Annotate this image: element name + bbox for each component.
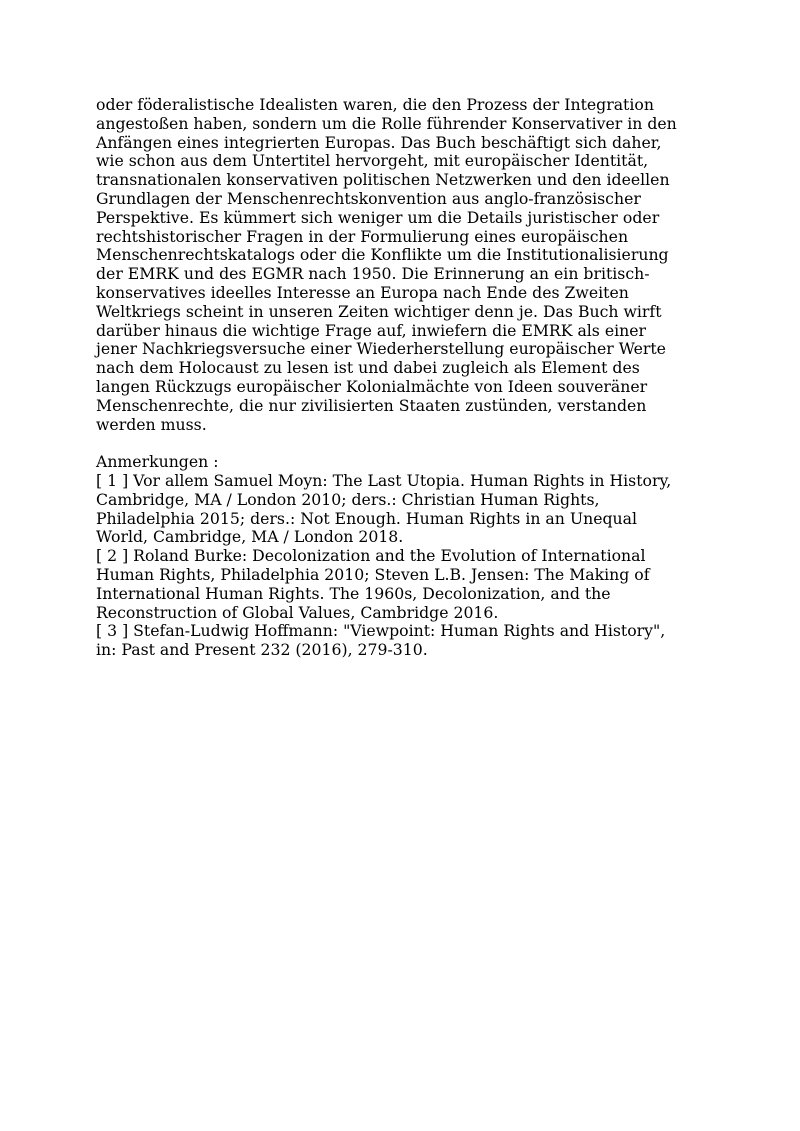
body-line: Weltkriegs scheint in unseren Zeiten wichtiger denn je. Das Buch wirft (96, 301, 662, 321)
body-line: oder föderalistische Idealisten waren, die den Prozess der Integration (96, 95, 654, 114)
body-line: Grundlagen der Menschenrechtskonvention aus anglo-französischer (96, 188, 641, 208)
paragraph-gap (96, 434, 716, 453)
body-line: wie schon aus dem Untertitel hervorgeht, mit europäischer Identität, (96, 151, 649, 171)
body-line: rechtshistorischer Fragen in der Formulierung eines europäischen (96, 226, 629, 246)
body-line: Perspektive. Es kümmert sich weniger um die Details juristischer oder (96, 207, 660, 227)
body-line: Anfängen eines integrierten Europas. Das Buch beschäftigt sich daher, (96, 132, 662, 152)
body-line: darüber hinaus die wichtige Frage auf, inwiefern die EMRK als einer (96, 320, 647, 340)
body-paragraph (96, 96, 716, 434)
body-line: der EMRK und des EGMR nach 1950. Die Erinnerung an ein britisch- (96, 264, 650, 284)
body-line: Menschenrechtskatalogs oder die Konflikte um die Institutionalisierung (96, 245, 669, 265)
body-line: nach dem Holocaust zu lesen ist und dabei zugleich als Element des (96, 358, 640, 378)
body-line: transnationalen konservativen politischen Netzwerken und den ideellen (96, 170, 670, 190)
notes-heading: Anmerkungen : (96, 452, 219, 472)
body-line: jener Nachkriegsversuche einer Wiederherstellung europäischer Werte (96, 339, 666, 359)
footnote-line: World, Cambridge, MA / London 2018. (96, 527, 404, 547)
footnote-line: Philadelphia 2015; ders.: Not Enough. Human Rights in an Unequal (96, 508, 637, 528)
footnote-line: [ 2 ] Roland Burke: Decolonization and the Evolution of International (96, 546, 646, 566)
footnote-line: [ 1 ] Vor allem Samuel Moyn: The Last Utopia. Human Rights in History, (96, 470, 672, 490)
body-line: werden muss. (96, 414, 207, 434)
footnote-line: International Human Rights. The 1960s, Decolonization, and the (96, 583, 611, 603)
footnote-line: [ 3 ] Stefan-Ludwig Hoffmann: "Viewpoint: Human Rights and History", (96, 621, 666, 641)
body-line: angestoßen haben, sondern um die Rolle führender Konservativer in den (96, 113, 677, 133)
body-line: Menschenrechte, die nur zivilisierten Staaten zustünden, verstanden (96, 395, 647, 415)
body-line: konservatives ideelles Interesse an Europa nach Ende des Zweiten (96, 282, 629, 302)
footnote-line: Reconstruction of Global Values, Cambridge 2016. (96, 602, 499, 622)
body-line: langen Rückzugs europäischer Kolonialmächte von Ideen souveräner (96, 376, 648, 396)
document-page (96, 96, 716, 660)
footnote-line: Cambridge, MA / London 2010; ders.: Christian Human Rights, (96, 489, 600, 509)
footnote-line: Human Rights, Philadelphia 2010; Steven L.B. Jensen: The Making of (96, 564, 650, 584)
footnotes-section (96, 453, 716, 660)
footnote-line: in: Past and Present 232 (2016), 279-310. (96, 640, 428, 660)
